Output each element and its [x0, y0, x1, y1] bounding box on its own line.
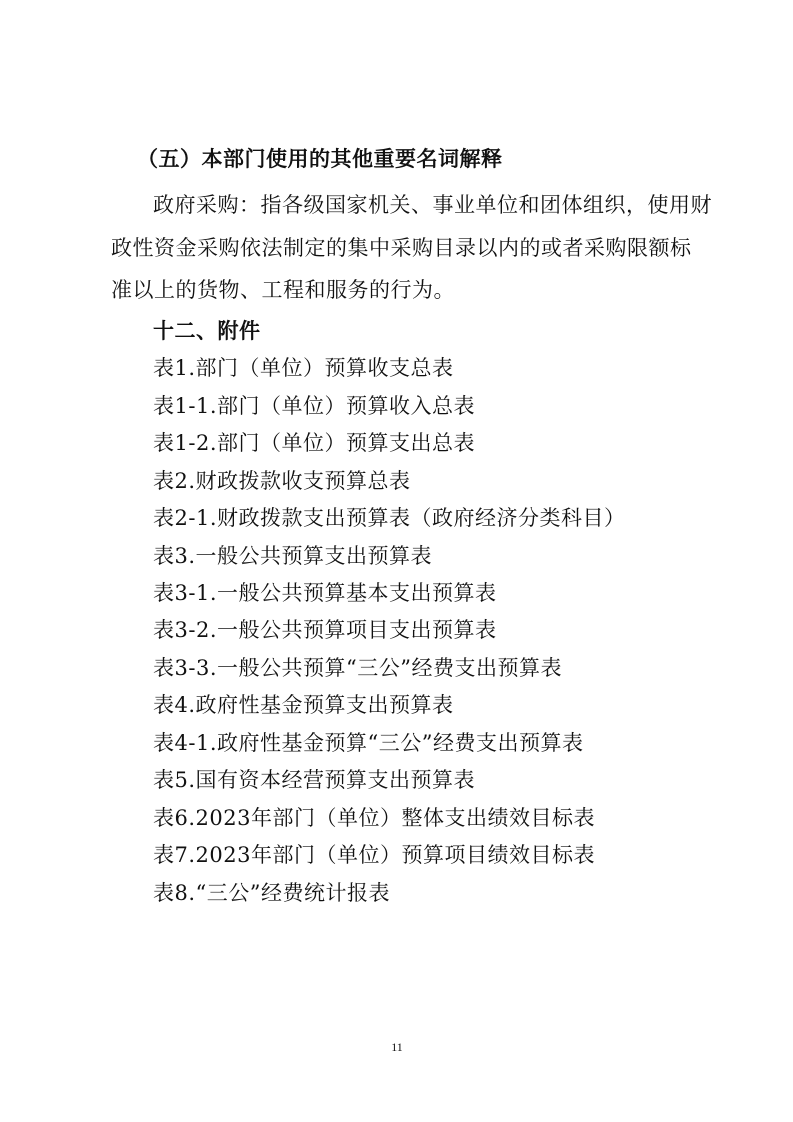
definition-line-2: 政性资金采购依法制定的集中采购目录以内的或者采购限额标	[111, 236, 692, 260]
section-heading: （五）本部门使用的其他重要名词解释	[137, 147, 503, 171]
definition-line-1: 政府采购：指各级国家机关、事业单位和团体组织，使用财	[153, 193, 712, 217]
attachment-item: 表2.财政拨款收支预算总表	[153, 469, 411, 493]
attachments-heading: 十二、附件	[153, 319, 261, 343]
attachment-item: 表3-1.一般公共预算基本支出预算表	[153, 581, 497, 605]
attachment-item: 表5.国有资本经营预算支出预算表	[153, 768, 476, 792]
attachment-item: 表8.“三公”经费统计报表	[153, 881, 391, 905]
attachment-item: 表4.政府性基金预算支出预算表	[153, 693, 454, 717]
attachment-item: 表2-1.财政拨款支出预算表（政府经济分类科目）	[153, 506, 626, 530]
definition-line-3: 准以上的货物、工程和服务的行为。	[111, 278, 455, 302]
attachment-item: 表7.2023年部门（单位）预算项目绩效目标表	[153, 843, 595, 867]
attachment-item: 表3-2.一般公共预算项目支出预算表	[153, 618, 497, 642]
attachment-item: 表4-1.政府性基金预算“三公”经费支出预算表	[153, 731, 584, 755]
attachment-item: 表3-3.一般公共预算“三公”经费支出预算表	[153, 656, 562, 680]
attachment-item: 表3.一般公共预算支出预算表	[153, 544, 433, 568]
attachment-item: 表1-1.部门（单位）预算收入总表	[153, 394, 475, 418]
attachment-item: 表1.部门（单位）预算收支总表	[153, 356, 454, 380]
page-number: 11	[391, 1040, 403, 1054]
attachment-item: 表1-2.部门（单位）预算支出总表	[153, 431, 475, 455]
attachment-item: 表6.2023年部门（单位）整体支出绩效目标表	[153, 806, 595, 830]
